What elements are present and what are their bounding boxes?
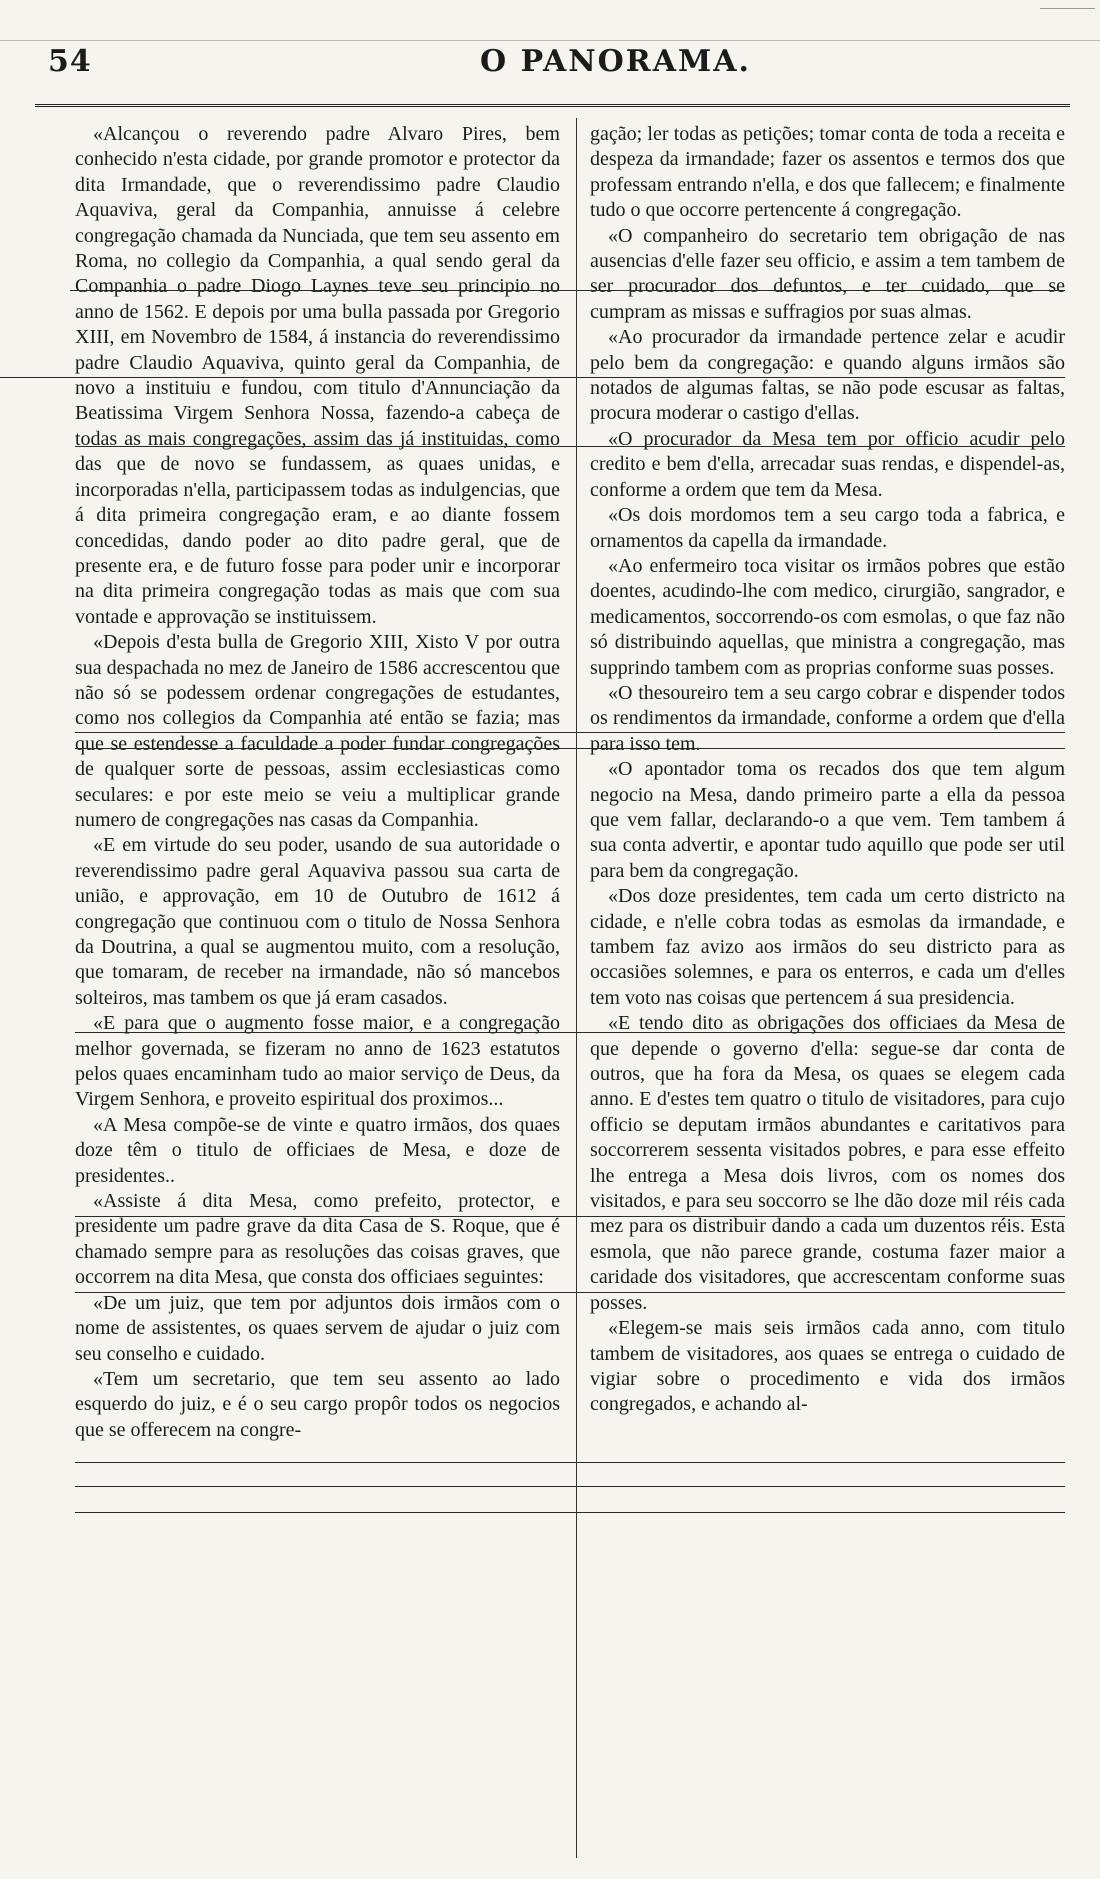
header-rule bbox=[35, 104, 1070, 107]
scan-line bbox=[75, 1032, 1065, 1033]
paragraph: «Os dois mordomos tem a seu cargo toda a fabrica, e ornamentos da capella da irmandade. bbox=[590, 504, 1065, 552]
paragraph: «E tendo dito as obrigações dos officiaes da Mesa de que depende o governo d'ella: segue-se dar conta de outros, que ha fora da Mesa, os quaes se elegem cada anno. E d'estes tem quatro o titulo de visitadores, para cujo officio se deputam irmãos abundantes e caritativos para soccorrerem sessenta visitados pobres, e para esse effeito lhe entrega a Mesa dois livros, com os nomes dos visitados, e para seu soccorro se lhe dão doze mil réis cada mez para os distribuir dando a cada um duzentos réis. Esta esmola, que não parece grande, costuma fazer maior a caridade dos visitadores, que accrescentam conforme suas posses. bbox=[590, 1012, 1065, 1314]
paragraph: «O companheiro do secretario tem obrigação de nas ausencias d'elle fazer seu officio, e assim a tem tambem de ser procurador dos defuntos, e ter cuidado, que se cumpram as missas e suffragios por suas almas. bbox=[590, 224, 1065, 323]
paragraph: «O procurador da Mesa tem por officio acudir pelo credito e bem d'ella, arrecadar suas rendas, e dispendel-as, conforme a ordem que tem da Mesa. bbox=[590, 427, 1065, 501]
paragraph: «Ao procurador da irmandade pertence zelar e acudir pelo bem da congregação: e quando alguns irmãos são notados de algumas faltas, se não pode escusar as faltas, procura moderar o castigo d'ellas. bbox=[590, 326, 1065, 425]
right-column bbox=[590, 122, 1065, 1862]
scan-line bbox=[70, 290, 1065, 291]
running-title: O PANORAMA. bbox=[480, 44, 751, 79]
page-header bbox=[40, 38, 1050, 98]
scan-line bbox=[75, 1216, 1065, 1217]
paragraph: «De um juiz, que tem por adjuntos dois irmãos com o nome de assistentes, os quaes servem de ajudar o juiz com seu conselho e cuidado. bbox=[75, 1291, 560, 1365]
paragraph: «E em virtude do seu poder, usando de sua autoridade o reverendissimo padre geral Aquaviva passou sua carta de união, e approvação, em 10 de Outubro de 1612 á congregação que continuou com o titulo de Nossa Senhora da Doutrina, a qual se augmentou muito, com a resolução, que tomaram, de receber na irmandade, não só mancebos solteiros, mas tambem os que já eram casados. bbox=[75, 834, 560, 1009]
scan-line bbox=[0, 377, 1065, 378]
paragraph: «A Mesa compõe-se de vinte e quatro irmãos, dos quaes doze têm o titulo de officiaes de Mesa, e doze de presidentes.. bbox=[75, 1113, 560, 1187]
scan-line bbox=[75, 1486, 1065, 1487]
paragraph: gação; ler todas as petições; tomar conta de toda a receita e despeza da irmandade; fazer os assentos e termos dos que professam entrando n'ella, e dos que fallecem; e finalmente tudo o que occorre pertencente á congregação. bbox=[590, 123, 1065, 222]
scan-line bbox=[75, 1462, 1065, 1463]
paragraph: «O apontador toma os recados dos que tem algum negocio na Mesa, dando primeiro parte a ella da pessoa que vem fallar, declarando-o a que vem. Tem tambem á sua conta advertir, e apontar tudo aquillo que pode ser util para bem da congregação. bbox=[590, 758, 1065, 882]
scan-line bbox=[75, 732, 1065, 733]
paragraph: «Assiste á dita Mesa, como prefeito, protector, e presidente um padre grave da dita Casa de S. Roque, que é chamado sempre para as resoluções das coisas graves, que occorrem na dita Mesa, que consta dos officiaes seguintes: bbox=[75, 1190, 560, 1289]
column-divider bbox=[576, 118, 577, 1858]
scan-line bbox=[75, 1512, 1065, 1513]
paragraph: «O thesoureiro tem a seu cargo cobrar e dispender todos os rendimentos da irmandade, conforme a ordem que d'ella para isso tem. bbox=[590, 681, 1065, 755]
paragraph: «Alcançou o reverendo padre Alvaro Pires, bem conhecido n'esta cidade, por grande promotor e protector da dita Irmandade, que o reverendissimo padre Claudio Aquaviva, geral da Companhia, annuisse á celebre congregação chamada da Nunciada, que tem seu assento em Roma, no collegio da Companhia, a qual sendo geral da Companhia o padre Diogo Laynes teve seu principio no anno de 1562. E depois por uma bulla passada por Gregorio XIII, em Novembro de 1584, á instancia do reverendissimo padre Claudio Aquaviva, quinto geral da Companhia, de novo a instituiu e fundou, com titulo d'Annunciação da Beatissima Virgem Senhora Nossa, fazendo-a cabeça de todas as mais congregações, assim das já instituidas, como das que de novo se fundassem, as quaes unidas, e incorporadas n'ella, participassem todas as indulgencias, que á dita primeira congregação eram, e ao diante fossem concedidas, dando poder ao dito padre geral, que de presente era, e de futuro fosse para poder unir e incorporar na dita primeira congregação todas as mais que com sua vontade e approvação se instituissem. bbox=[75, 123, 560, 628]
scan-line bbox=[75, 1292, 1065, 1293]
scan-line bbox=[75, 446, 1065, 447]
paragraph: «Dos doze presidentes, tem cada um certo districto na cidade, e n'elle cobra todas as esmolas da irmandade, e tambem faz avizo aos irmãos do seu districto para as occasiões solemnes, e para os enterros, e cada um d'elles tem voto nas coisas que pertencem á sua presidencia. bbox=[590, 885, 1065, 1009]
paragraph: «Ao enfermeiro toca visitar os irmãos pobres que estão doentes, acudindo-lhe com medico, cirurgião, sangrador, e medicamentos, soccorrendo-os com esmolas, o que faz não só distribuindo aquellas, que ministra a congregação, mas supprindo tambem com as proprias conforme suas posses. bbox=[590, 554, 1065, 679]
paragraph: «Elegem-se mais seis irmãos cada anno, com titulo tambem de visitadores, aos quaes se entrega o cuidado de vigiar sobre o procedimento e vida dos irmãos congregados, e achando al- bbox=[590, 1317, 1065, 1416]
page-number: 54 bbox=[48, 44, 92, 79]
scan-line bbox=[75, 748, 1065, 749]
paragraph: «Tem um secretario, que tem seu assento ao lado esquerdo do juiz, e é o seu cargo propôr todos os negocios que se offerecem na congre- bbox=[75, 1367, 560, 1441]
paragraph: «Depois d'esta bulla de Gregorio XIII, Xisto V por outra sua despachada no mez de Janeiro de 1586 accrescentou que não só se podessem ordenar congregações de estudantes, como nos collegios da Companhia até então se fazia; mas que se estendesse a faculdade a poder fundar congregações de qualquer sorte de pessoas, assim ecclesiasticas como seculares: e por este meio se veiu a multiplicar grande numero de congregações nas casas da Companhia. bbox=[75, 631, 560, 831]
corner-mark bbox=[1040, 8, 1095, 9]
paragraph: «E para que o augmento fosse maior, e a congregação melhor governada, se fizeram no anno de 1623 estatutos pelos quaes encaminham tudo ao maior serviço de Deus, da Virgem Senhora, e proveito espiritual dos proximos... bbox=[75, 1012, 560, 1111]
left-column bbox=[75, 122, 560, 1862]
